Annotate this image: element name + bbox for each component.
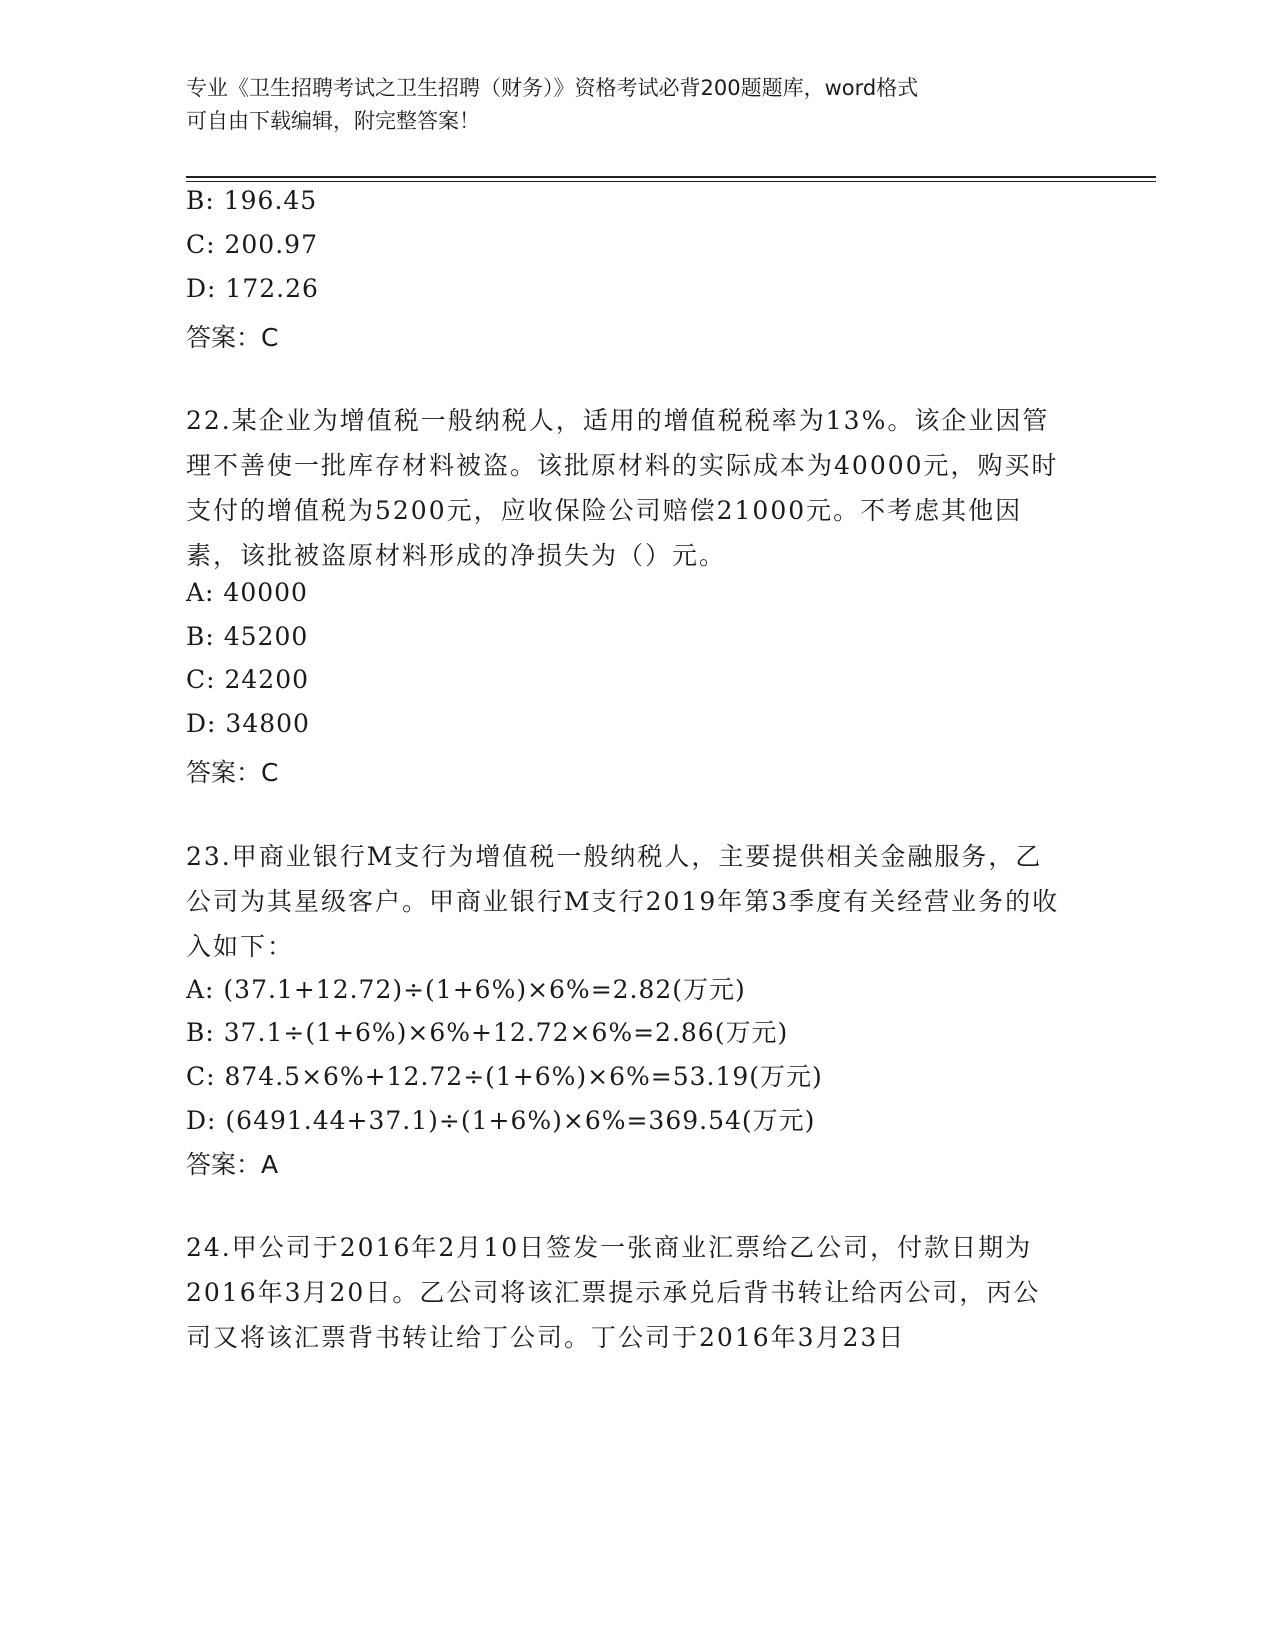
- q22-option-d: D: 34800: [186, 709, 310, 738]
- q22-option-b: B: 45200: [186, 622, 309, 651]
- q23-option-d: D: (6491.44+37.1)÷(1+6%)×6%=369.54(万元): [186, 1106, 816, 1135]
- q22-stem: 22.某企业为增值税一般纳税人，适用的增值税税率为13%。该企业因管理不善使一批库存材料被盗。该批原材料的实际成本为40000元，购买时支付的增值税为5200元，应收保险公司赔偿21000元。不考虑其他因素，该批被盗原材料形成的净损失为（）元。: [186, 406, 1059, 570]
- q23-option-b: B: 37.1÷(1+6%)×6%+12.72×6%=2.86(万元): [186, 1018, 789, 1047]
- q23-answer: 答案：A: [186, 1150, 279, 1179]
- q21-option-d: D: 172.26: [186, 274, 319, 303]
- header-rule-thin: [186, 181, 1156, 182]
- q21-answer: 答案：C: [186, 323, 279, 352]
- q22-option-a: A: 40000: [186, 578, 308, 607]
- header-line-1: 专业《卫生招聘考试之卫生招聘（财务）》资格考试必背200题题库，word格式: [186, 76, 919, 100]
- q24-stem: 24.甲公司于2016年2月10日签发一张商业汇票给乙公司，付款日期为2016年3月20日。乙公司将该汇票提示承兑后背书转让给丙公司，丙公司又将该汇票背书转让给丁公司。丁公司于2016年3月23日: [186, 1233, 1041, 1352]
- header-rule-thick: [186, 176, 1156, 178]
- q21-option-b: B: 196.45: [186, 186, 318, 215]
- page-header: [186, 72, 1066, 138]
- q23-option-c: C: 874.5×6%+12.72÷(1+6%)×6%=53.19(万元): [186, 1062, 823, 1091]
- q22-option-c: C: 24200: [186, 665, 310, 694]
- q23-stem: 23.甲商业银行M支行为增值税一般纳税人，主要提供相关金融服务，乙公司为其星级客户。甲商业银行M支行2019年第3季度有关经营业务的收入如下：: [186, 842, 1060, 961]
- q22-answer: 答案：C: [186, 758, 279, 787]
- header-line-2: 可自由下载编辑，附完整答案！: [186, 109, 480, 133]
- q23-option-a: A: (37.1+12.72)÷(1+6%)×6%=2.82(万元): [186, 975, 746, 1004]
- q21-option-c: C: 200.97: [186, 230, 318, 259]
